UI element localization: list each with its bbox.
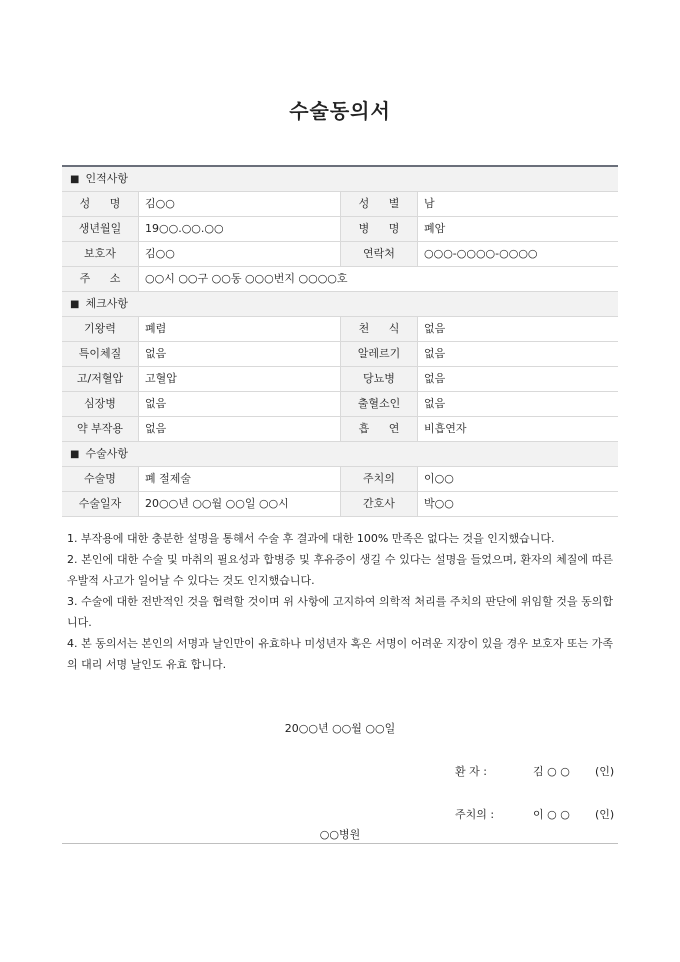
field-label: 천 식 <box>341 317 418 341</box>
note-item: 2. 본인에 대한 수술 및 마취의 필요성과 합병증 및 후유증이 생길 수 있다는 설명을 들었으며, 환자의 체질에 따른 우발적 사고가 일어날 수 있다는 것도 인지했습니다. <box>67 553 613 587</box>
blood-pressure-value: 고혈압 <box>139 367 341 391</box>
address-value: ○○시 ○○구 ○○동 ○○○번지 ○○○○호 <box>145 272 348 285</box>
field-label: 수술일자 <box>62 492 139 516</box>
field-label: 출혈소인 <box>341 392 418 416</box>
square-bullet-icon: ■ <box>70 299 80 310</box>
field-label: 주 소 <box>62 267 139 291</box>
field-label: 간호사 <box>341 492 418 516</box>
dob-value: 19○○.○○.○○ <box>139 217 341 241</box>
square-bullet-icon: ■ <box>70 449 80 460</box>
patient-seal: (인) <box>595 765 615 778</box>
history-value: 폐렴 <box>139 317 341 341</box>
side-effect-value: 없음 <box>139 417 341 441</box>
consent-form-table <box>62 165 618 517</box>
note-item: 1. 부작용에 대한 충분한 설명을 통해서 수술 후 결과에 대한 100% 만족은 없다는 것을 인지했습니다. <box>67 532 555 545</box>
smoking-value: 비흡연자 <box>424 422 467 435</box>
patient-signature <box>455 763 614 779</box>
table-row <box>62 217 618 242</box>
contact-value: ○○○-○○○○-○○○○ <box>424 247 538 260</box>
section-personal <box>62 167 618 192</box>
doctor-signature <box>455 806 614 822</box>
page-title: 수술동의서 <box>289 99 391 123</box>
operation-value: 폐 절제술 <box>139 467 341 491</box>
nurse-value: 박○○ <box>424 497 454 510</box>
bleeding-value: 없음 <box>424 397 446 410</box>
table-row <box>62 392 618 417</box>
guardian-value: 김○○ <box>139 242 341 266</box>
field-label: 특이체질 <box>62 342 139 366</box>
table-row <box>62 467 618 492</box>
field-label: 생년월일 <box>62 217 139 241</box>
idiosyncrasy-value: 없음 <box>139 342 341 366</box>
section-title: 체크사항 <box>85 297 128 310</box>
sex-value: 남 <box>424 197 435 210</box>
consent-notes <box>67 528 613 675</box>
patient-name: 김 ○ ○ <box>533 765 570 778</box>
divider <box>62 843 618 844</box>
field-label: 기왕력 <box>62 317 139 341</box>
field-label: 당뇨병 <box>341 367 418 391</box>
table-row <box>62 192 618 217</box>
field-label: 심장병 <box>62 392 139 416</box>
field-label: 주치의 <box>341 467 418 491</box>
table-row <box>62 317 618 342</box>
section-check <box>62 292 618 317</box>
diabetes-value: 없음 <box>424 372 446 385</box>
doctor-name: 이 ○ ○ <box>533 808 570 821</box>
note-item: 4. 본 동의서는 본인의 서명과 날인만이 유효하나 미성년자 혹은 서명이 어려운 지장이 있을 경우 보호자 또는 가족의 대리 서명 날인도 유효 합니다. <box>67 637 613 671</box>
note-item: 3. 수술에 대한 전반적인 것을 협력할 것이며 위 사항에 고지하여 의학적 처리를 주치의 판단에 위임할 것을 동의합니다. <box>67 595 613 629</box>
section-title: 인적사항 <box>85 172 128 185</box>
square-bullet-icon: ■ <box>70 174 80 185</box>
table-row <box>62 417 618 442</box>
allergy-value: 없음 <box>424 347 446 360</box>
section-surgery <box>62 442 618 467</box>
table-row <box>62 367 618 392</box>
field-label: 병 명 <box>341 217 418 241</box>
field-label: 성 별 <box>341 192 418 216</box>
field-label: 수술명 <box>62 467 139 491</box>
field-label: 성 명 <box>62 192 139 216</box>
table-row <box>62 242 618 267</box>
doctor-value: 이○○ <box>424 472 454 485</box>
section-title: 수술사항 <box>85 447 128 460</box>
field-label: 약 부작용 <box>62 417 139 441</box>
field-label: 연락처 <box>341 242 418 266</box>
doctor-seal: (인) <box>595 808 615 821</box>
doctor-label: 주치의 : <box>455 808 495 821</box>
field-label: 고/저혈압 <box>62 367 139 391</box>
heart-disease-value: 없음 <box>139 392 341 416</box>
table-row <box>62 267 618 292</box>
field-label: 알레르기 <box>341 342 418 366</box>
signature-date: 20○○년 ○○월 ○○일 <box>284 722 396 735</box>
name-value: 김○○ <box>139 192 341 216</box>
patient-label: 환 자 : <box>455 765 487 778</box>
field-label: 보호자 <box>62 242 139 266</box>
table-row <box>62 342 618 367</box>
asthma-value: 없음 <box>424 322 446 335</box>
surgery-date-value: 20○○년 ○○월 ○○일 ○○시 <box>139 492 341 516</box>
table-row <box>62 492 618 517</box>
hospital-name: ○○병원 <box>319 828 361 841</box>
field-label: 흡 연 <box>341 417 418 441</box>
disease-value: 폐암 <box>424 222 446 235</box>
